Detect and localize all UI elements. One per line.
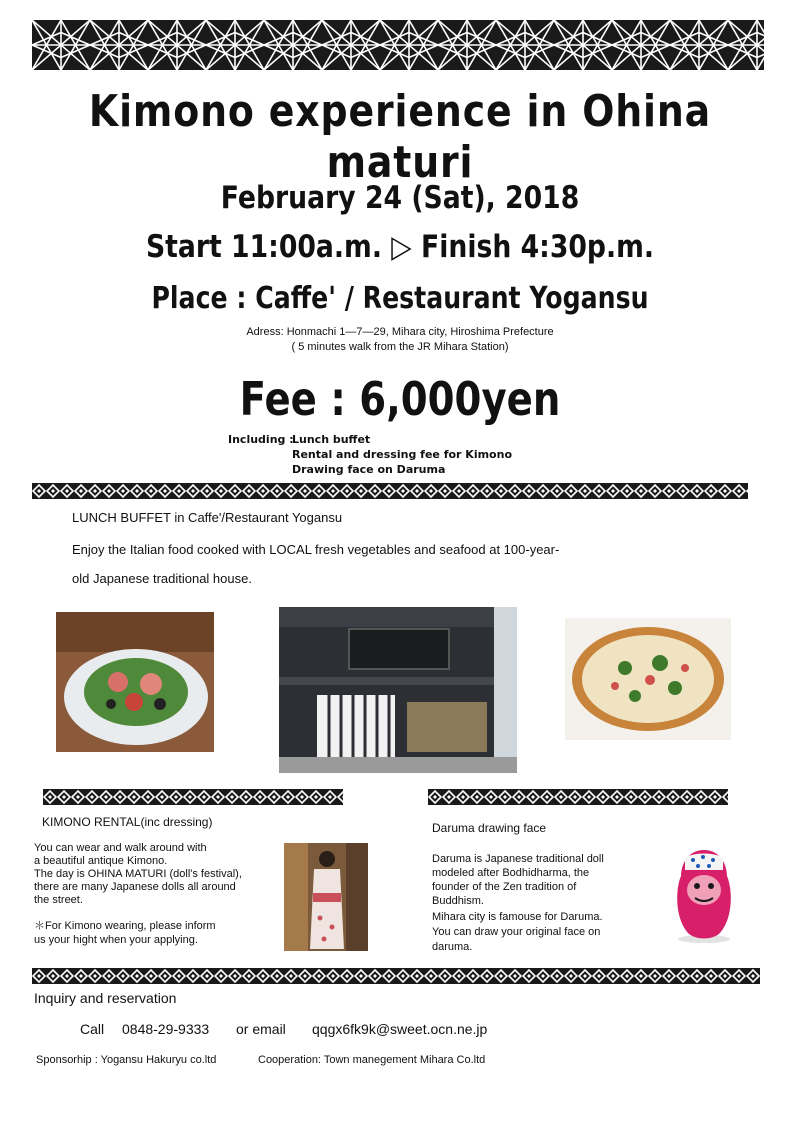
diamond-divider [32,968,760,984]
diamond-divider [32,483,748,499]
phone-number[interactable]: 0848-29-9333 [122,1021,210,1037]
including-item: Lunch buffet [292,433,371,446]
email-address[interactable]: qqgx6fk9k@sweet.ocn.ne.jp [312,1021,488,1037]
call-label: Call [80,1021,105,1037]
daruma-line: Buddhism. [432,895,484,907]
including-label: Including : [228,433,294,446]
kimono-photo [284,843,368,951]
asanoha-pattern [32,20,764,70]
daruma-line: Mihara city is famouse for Daruma. [432,911,603,923]
daruma-line: daruma. [432,941,473,953]
lunch-description-line: old Japanese traditional house. [72,571,252,586]
event-access: ( 5 minutes walk from the JR Mihara Station) [291,341,509,353]
kimono-note: us your hight when your applying. [34,934,198,946]
event-title: Kimono experience in Ohina maturi [88,86,712,188]
daruma-heading: Daruma drawing face [432,821,547,835]
sponsorship: Sponsorhip : Yogansu Hakuryu co.ltd [36,1054,217,1066]
including-item: Drawing face on Daruma [292,463,446,476]
daruma-doll-photo [671,846,737,944]
restaurant-building-photo [279,607,517,773]
daruma-line: founder of the Zen tradition of [432,881,577,893]
kimono-line: a beautiful antique Kimono. [34,855,168,867]
event-time: Start 11:00a.m. ▷ Finish 4:30p.m. [145,229,655,265]
including-item: Rental and dressing fee for Kimono [292,448,512,461]
lunch-heading: LUNCH BUFFET in Caffe'/Restaurant Yogansu [72,510,343,525]
inquiry-heading: Inquiry and reservation [34,990,177,1006]
daruma-line: You can draw your original face on [432,926,601,938]
daruma-section-divider [428,789,728,805]
kimono-line: the street. [34,894,83,906]
daruma-line: modeled after Bodhidharma, the [432,867,590,879]
kimono-heading: KIMONO RENTAL(inc dressing) [42,815,213,829]
event-place: Place : Caffe' / Restaurant Yogansu [151,281,649,316]
kimono-line: The day is OHINA MATURI (doll's festival), [34,868,242,880]
event-date: February 24 (Sat), 2018 [220,180,580,216]
cooperation: Cooperation: Town manegement Mihara Co.ltd [258,1054,486,1066]
kimono-line: there are many Japanese dolls all around [34,881,236,893]
lunch-description-line: Enjoy the Italian food cooked with LOCAL fresh vegetables and seafood at 100-year- [72,542,560,557]
daruma-line: Daruma is Japanese traditional doll [432,853,604,865]
or-email-label: or email [236,1021,286,1037]
kimono-note: ＊For Kimono wearing, please inform [34,920,216,932]
event-address: Adress: Honmachi 1—7—29, Mihara city, Hiroshima Prefecture [246,326,554,338]
salad-photo [56,612,214,752]
event-fee: Fee : 6,000yen [239,372,561,426]
asanoha-pattern-band [32,20,764,70]
diamond-pattern [32,483,748,499]
kimono-section-divider [43,789,343,805]
pizza-photo [565,618,731,740]
kimono-line: You can wear and walk around with [34,842,207,854]
